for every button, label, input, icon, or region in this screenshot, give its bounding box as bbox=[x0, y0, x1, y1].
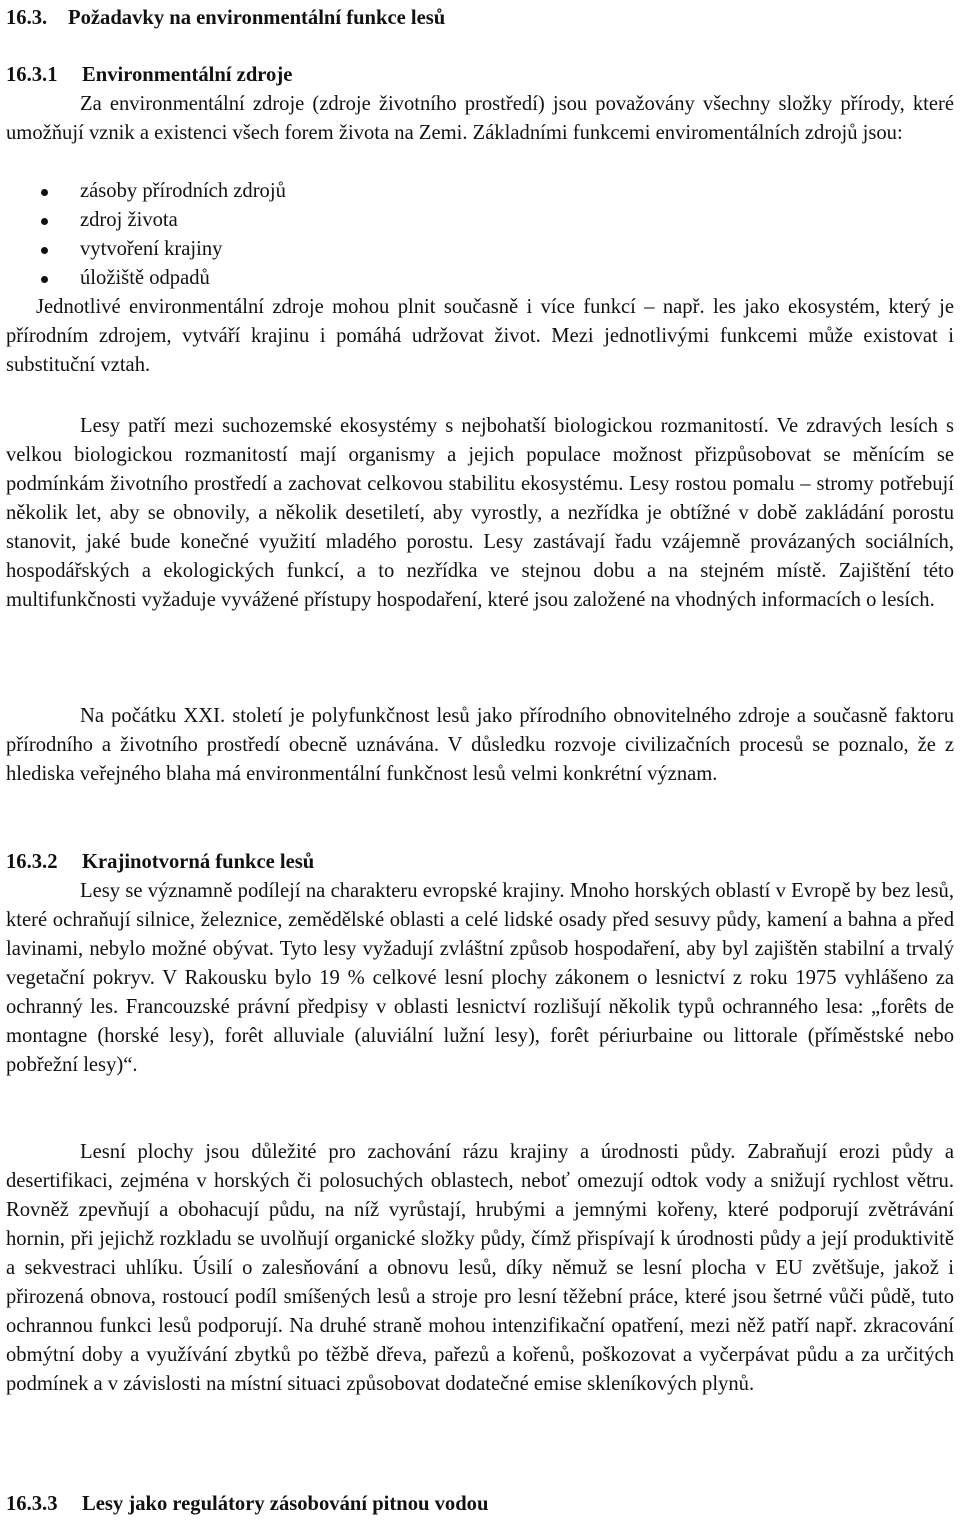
sub1-paragraph-2: Lesy patří mezi suchozemské ekosystémy s nejbohatší biologickou rozmanitostí. Ve zdravých lesích s velkou biologickou rozmanitostí mají organismy a jejich populace možnost přizpůsobovat se měnícím se podmínkám životního prostředí a zachovat celkovou stabilitu ekosystému. Lesy rostou pomalu – stromy potřebují několik let, aby se obnovily, a několik desetiletí, aby vyrostly, a nezřídka je obtížné v době zakládání porostu stanovit, jaké bude konečné využití mladého porostu. Lesy zastávají řadu vzájemně provázaných sociálních, hospodářských a ekologických funkcí, a to nezřídka ve stejnou dobu a na stejném místě. Zajištění této multifunkčnosti vyžaduje vyvážené přístupy hospodaření, které jsou založené na vhodných informacích o lesích. bbox=[6, 415, 954, 611]
section-number: 16.3. bbox=[6, 7, 48, 29]
subsection-2-number: 16.3.2 bbox=[6, 851, 58, 873]
subsection-3-heading bbox=[6, 1490, 954, 1519]
section-heading bbox=[6, 4, 954, 33]
sub2-paragraph-1: Lesy se významně podílejí na charakteru evropské krajiny. Mnoho horských oblastí v Evropě by bez lesů, které ochraňují silnice, železnice, zemědělské oblasti a celé lidské osady před sesuvy půdy, kamení a bahna a před lavinami, nebylo možné obývat. Tyto lesy vyžadují zvláštní způsob hospodaření, aby byl zajištěn stabilní a trvalý vegetační pokryv. V Rakousku bylo 19 % celkové lesní plochy zákonem o lesnictví z roku 1975 vyhlášeno za ochranný les. Francouzské právní předpisy v oblasti lesnictví rozlišují několik typů ochranného lesa: „forêts de montagne (horské lesy), forêt alluviale (aluviální lužní lesy), forêt périurbaine ou littorale (příměstské nebo pobřežní lesy)“. bbox=[6, 880, 954, 1076]
list-item: úložiště odpadů bbox=[0, 264, 940, 293]
bullet-icon bbox=[41, 247, 48, 254]
sub2-paragraph-2: Lesní plochy jsou důležité pro zachování rázu krajiny a úrodnosti půdy. Zabraňují erozi půdy a desertifikaci, zejména v horských či polosuchých oblastech, neboť omezují odtok vody a snižují rychlost větru. Rovněž zpevňují a obohacují půdu, na níž vyrůstají, hrubými a jemnými kořeny, které podporují zvětrávání hornin, při jejichž rozkladu se uvolňují organické složky půdy, čímž přispívají k úrodnosti půdy a její produktivitě a sekvestraci uhlíku. Úsilí o zalesňování a obnovu lesů, díky němuž se lesní plocha v EU zvětšuje, jakož i přirozená obnova, rostoucí podíl smíšených lesů a stroje pro lesní těžební práce, které jsou šetrné vůči půdě, tuto ochrannou funkci lesů podporují. Na druhé straně mohou intenzifikační opatření, mezi něž patří např. zkracování obmýtní doby a využívání zbytků po těžbě dřeva, pařezů a kořenů, poškozovat a vyčerpávat půdu a za určitých podmínek a v závislosti na místní situaci způsobovat dodatečné emise skleníkových plynů. bbox=[6, 1141, 954, 1395]
bullet-icon bbox=[41, 276, 48, 283]
subsection-1-number: 16.3.1 bbox=[6, 64, 58, 86]
subsection-1-heading bbox=[6, 61, 954, 90]
subsection-2-heading bbox=[6, 848, 954, 877]
sub1-intro-paragraph: Za environmentální zdroje (zdroje životního prostředí) jsou považovány všechny složky přírody, které umožňují vznik a existenci všech forem života na Zemi. Základními funkcemi enviromentálních zdrojů jsou: bbox=[6, 93, 954, 144]
list-item: zdroj života bbox=[0, 206, 940, 235]
subsection-1-title: Environmentální zdroje bbox=[82, 64, 293, 86]
section-title: Požadavky na environmentální funkce lesů bbox=[68, 7, 446, 29]
bullet-icon bbox=[41, 189, 48, 196]
subsection-2-title: Krajinotvorná funkce lesů bbox=[82, 851, 315, 873]
sub1-paragraph-3: Na počátku XXI. století je polyfunkčnost lesů jako přírodního obnovitelného zdroje a současně faktoru přírodního a životního prostředí obecně uznávána. V důsledku rozvoje civilizačních procesů se poznalo, že z hlediska veřejného blaha má environmentální funkčnost lesů velmi konkrétní význam. bbox=[6, 705, 954, 785]
sub1-after-list-paragraph: Jednotlivé environmentální zdroje mohou plnit současně i více funkcí – např. les jako ekosystém, který je přírodním zdrojem, vytváří krajinu i pomáhá udržovat život. Mezi jednotlivými funkcemi může existovat i substituční vztah. bbox=[6, 296, 954, 376]
subsection-3-number: 16.3.3 bbox=[6, 1493, 58, 1515]
list-item: zásoby přírodních zdrojů bbox=[0, 177, 940, 206]
functions-list bbox=[0, 177, 940, 293]
subsection-3-title: Lesy jako regulátory zásobování pitnou vodou bbox=[82, 1493, 489, 1515]
list-item: vytvoření krajiny bbox=[0, 235, 940, 264]
bullet-icon bbox=[41, 218, 48, 225]
